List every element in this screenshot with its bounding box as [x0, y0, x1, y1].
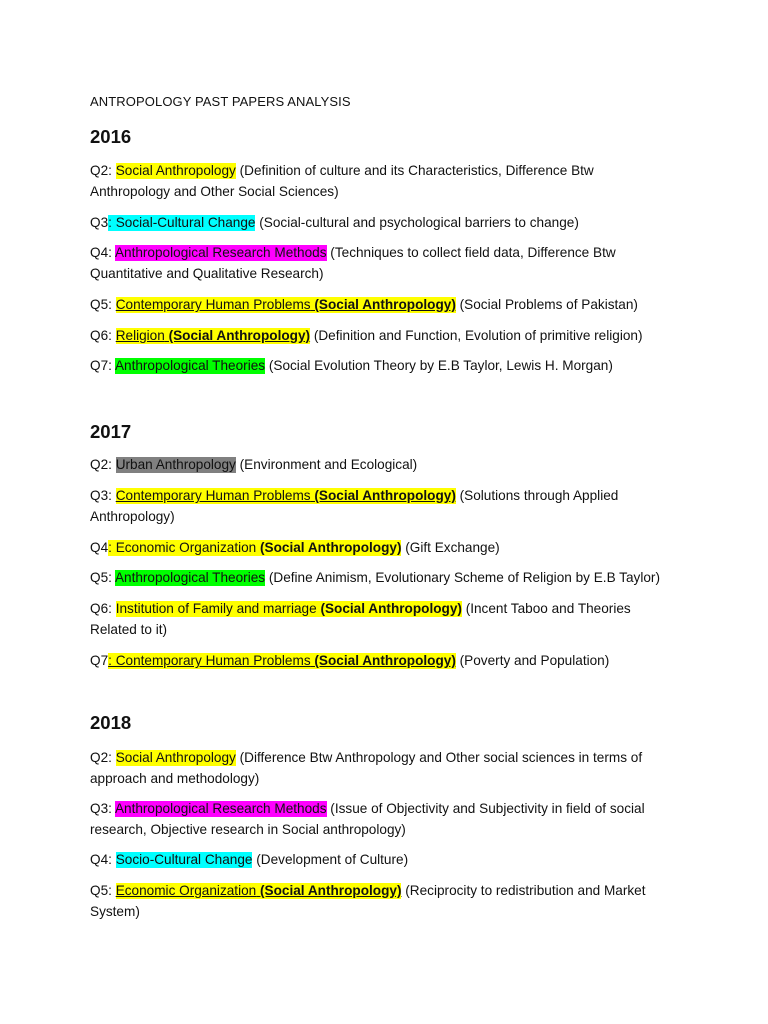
highlighted-topic	[116, 488, 456, 504]
topic-label: Contemporary Human Problems	[115, 297, 311, 312]
highlighted-topic	[116, 297, 456, 313]
question-detail: (Poverty and Population)	[455, 653, 610, 668]
question-item	[90, 537, 670, 558]
year-heading: 2018	[90, 712, 132, 733]
question-detail: (Techniques to collect field data, Difference Btw Quantitative and Qualitative Research)	[90, 245, 616, 281]
question-item	[90, 454, 670, 475]
highlighted-topic	[116, 852, 253, 868]
question-number: Q2:	[90, 163, 116, 178]
question-number: Q4:	[90, 245, 115, 260]
highlighted-topic	[115, 570, 265, 586]
question-number: Q5:	[90, 883, 116, 898]
question-number: Q5:	[90, 570, 115, 585]
question-detail: (Definition of culture and its Characteristics, Difference Btw Anthropology and Other Social Sciences)	[90, 163, 594, 199]
question-detail: (Difference Btw Anthropology and Other social sciences in terms of approach and methodology)	[90, 750, 643, 786]
topic-tag: (Social Anthropology)	[310, 653, 456, 668]
highlighted-topic	[115, 358, 265, 374]
topic-label: Anthropological Theories	[114, 570, 266, 585]
question-detail: (Social Problems of Pakistan)	[455, 297, 638, 312]
question-number: Q7:	[90, 358, 115, 373]
question-detail: (Solutions through Applied Anthropology)	[90, 488, 619, 524]
question-number: Q4:	[90, 852, 116, 867]
question-number: Q2:	[90, 750, 116, 765]
question-item	[90, 650, 670, 671]
topic-tag: (Social Anthropology)	[316, 601, 462, 616]
question-detail: (Reciprocity to redistribution and Market System)	[90, 883, 646, 919]
question-detail: (Social Evolution Theory by E.B Taylor, Lewis H. Morgan)	[265, 358, 613, 373]
question-detail: (Incent Taboo and Theories Related to it)	[90, 601, 631, 637]
question-item	[90, 598, 670, 640]
question-item	[90, 485, 670, 527]
highlighted-topic	[108, 215, 255, 231]
question-item	[90, 747, 670, 789]
question-detail: (Definition and Function, Evolution of primitive religion)	[310, 328, 643, 343]
question-number: Q5:	[90, 297, 116, 312]
question-number: Q3	[90, 215, 109, 230]
topic-label: Religion	[115, 328, 165, 343]
highlighted-topic	[115, 801, 327, 817]
question-detail: (Social-cultural and psychological barriers to change)	[255, 215, 579, 230]
question-number: Q3:	[90, 488, 116, 503]
topic-label: Socio-Cultural Change	[115, 852, 253, 867]
topic-tag: (Social Anthropology)	[164, 328, 311, 343]
topic-label: Social Anthropology	[115, 163, 236, 178]
highlighted-topic	[108, 653, 456, 669]
topic-label: Economic Organization	[115, 883, 257, 898]
highlighted-topic	[116, 883, 402, 899]
highlighted-topic	[116, 163, 236, 179]
question-number: Q6:	[90, 601, 116, 616]
question-item	[90, 567, 670, 588]
topic-label: Anthropological Research Methods	[114, 245, 327, 260]
topic-label: Anthropological Research Methods	[114, 801, 327, 816]
topic-label: : Contemporary Human Problems	[108, 653, 311, 668]
topic-label: Contemporary Human Problems	[115, 488, 311, 503]
topic-tag: (Social Anthropology)	[310, 488, 456, 503]
topic-tag: (Social Anthropology)	[310, 297, 456, 312]
question-number: Q6:	[90, 328, 116, 343]
question-item	[90, 355, 670, 376]
question-detail: (Environment and Ecological)	[235, 457, 418, 472]
year-heading: 2017	[90, 421, 132, 442]
question-item	[90, 160, 670, 202]
topic-label: : Social-Cultural Change	[108, 215, 256, 230]
topic-label: Social Anthropology	[115, 750, 236, 765]
topic-label: Institution of Family and marriage	[115, 601, 317, 616]
question-item	[90, 212, 670, 233]
topic-tag: (Social Anthropology)	[256, 540, 402, 555]
question-detail: (Issue of Objectivity and Subjectivity in field of social research, Objective research in Social anthropology)	[90, 801, 645, 837]
year-heading: 2016	[90, 126, 132, 147]
question-item	[90, 294, 670, 315]
question-detail: (Gift Exchange)	[401, 540, 500, 555]
question-item	[90, 849, 670, 870]
question-number: Q4	[90, 540, 109, 555]
question-detail: (Development of Culture)	[252, 852, 409, 867]
highlighted-topic	[115, 245, 327, 261]
highlighted-topic	[116, 601, 462, 617]
highlighted-topic	[116, 457, 236, 473]
topic-label: Anthropological Theories	[114, 358, 266, 373]
document-title: ANTROPOLOGY PAST PAPERS ANALYSIS	[90, 94, 351, 109]
question-detail: (Define Animism, Evolutionary Scheme of Religion by E.B Taylor)	[265, 570, 660, 585]
question-item	[90, 798, 670, 840]
topic-tag: (Social Anthropology)	[256, 883, 402, 898]
question-item	[90, 242, 670, 284]
question-number: Q2:	[90, 457, 116, 472]
highlighted-topic	[116, 328, 310, 344]
topic-label: : Economic Organization	[108, 540, 257, 555]
question-item	[90, 325, 670, 346]
topic-label: Urban Anthropology	[115, 457, 236, 472]
question-number: Q7	[90, 653, 109, 668]
question-item	[90, 880, 670, 922]
highlighted-topic	[116, 750, 236, 766]
highlighted-topic	[108, 540, 401, 556]
question-number: Q3:	[90, 801, 115, 816]
